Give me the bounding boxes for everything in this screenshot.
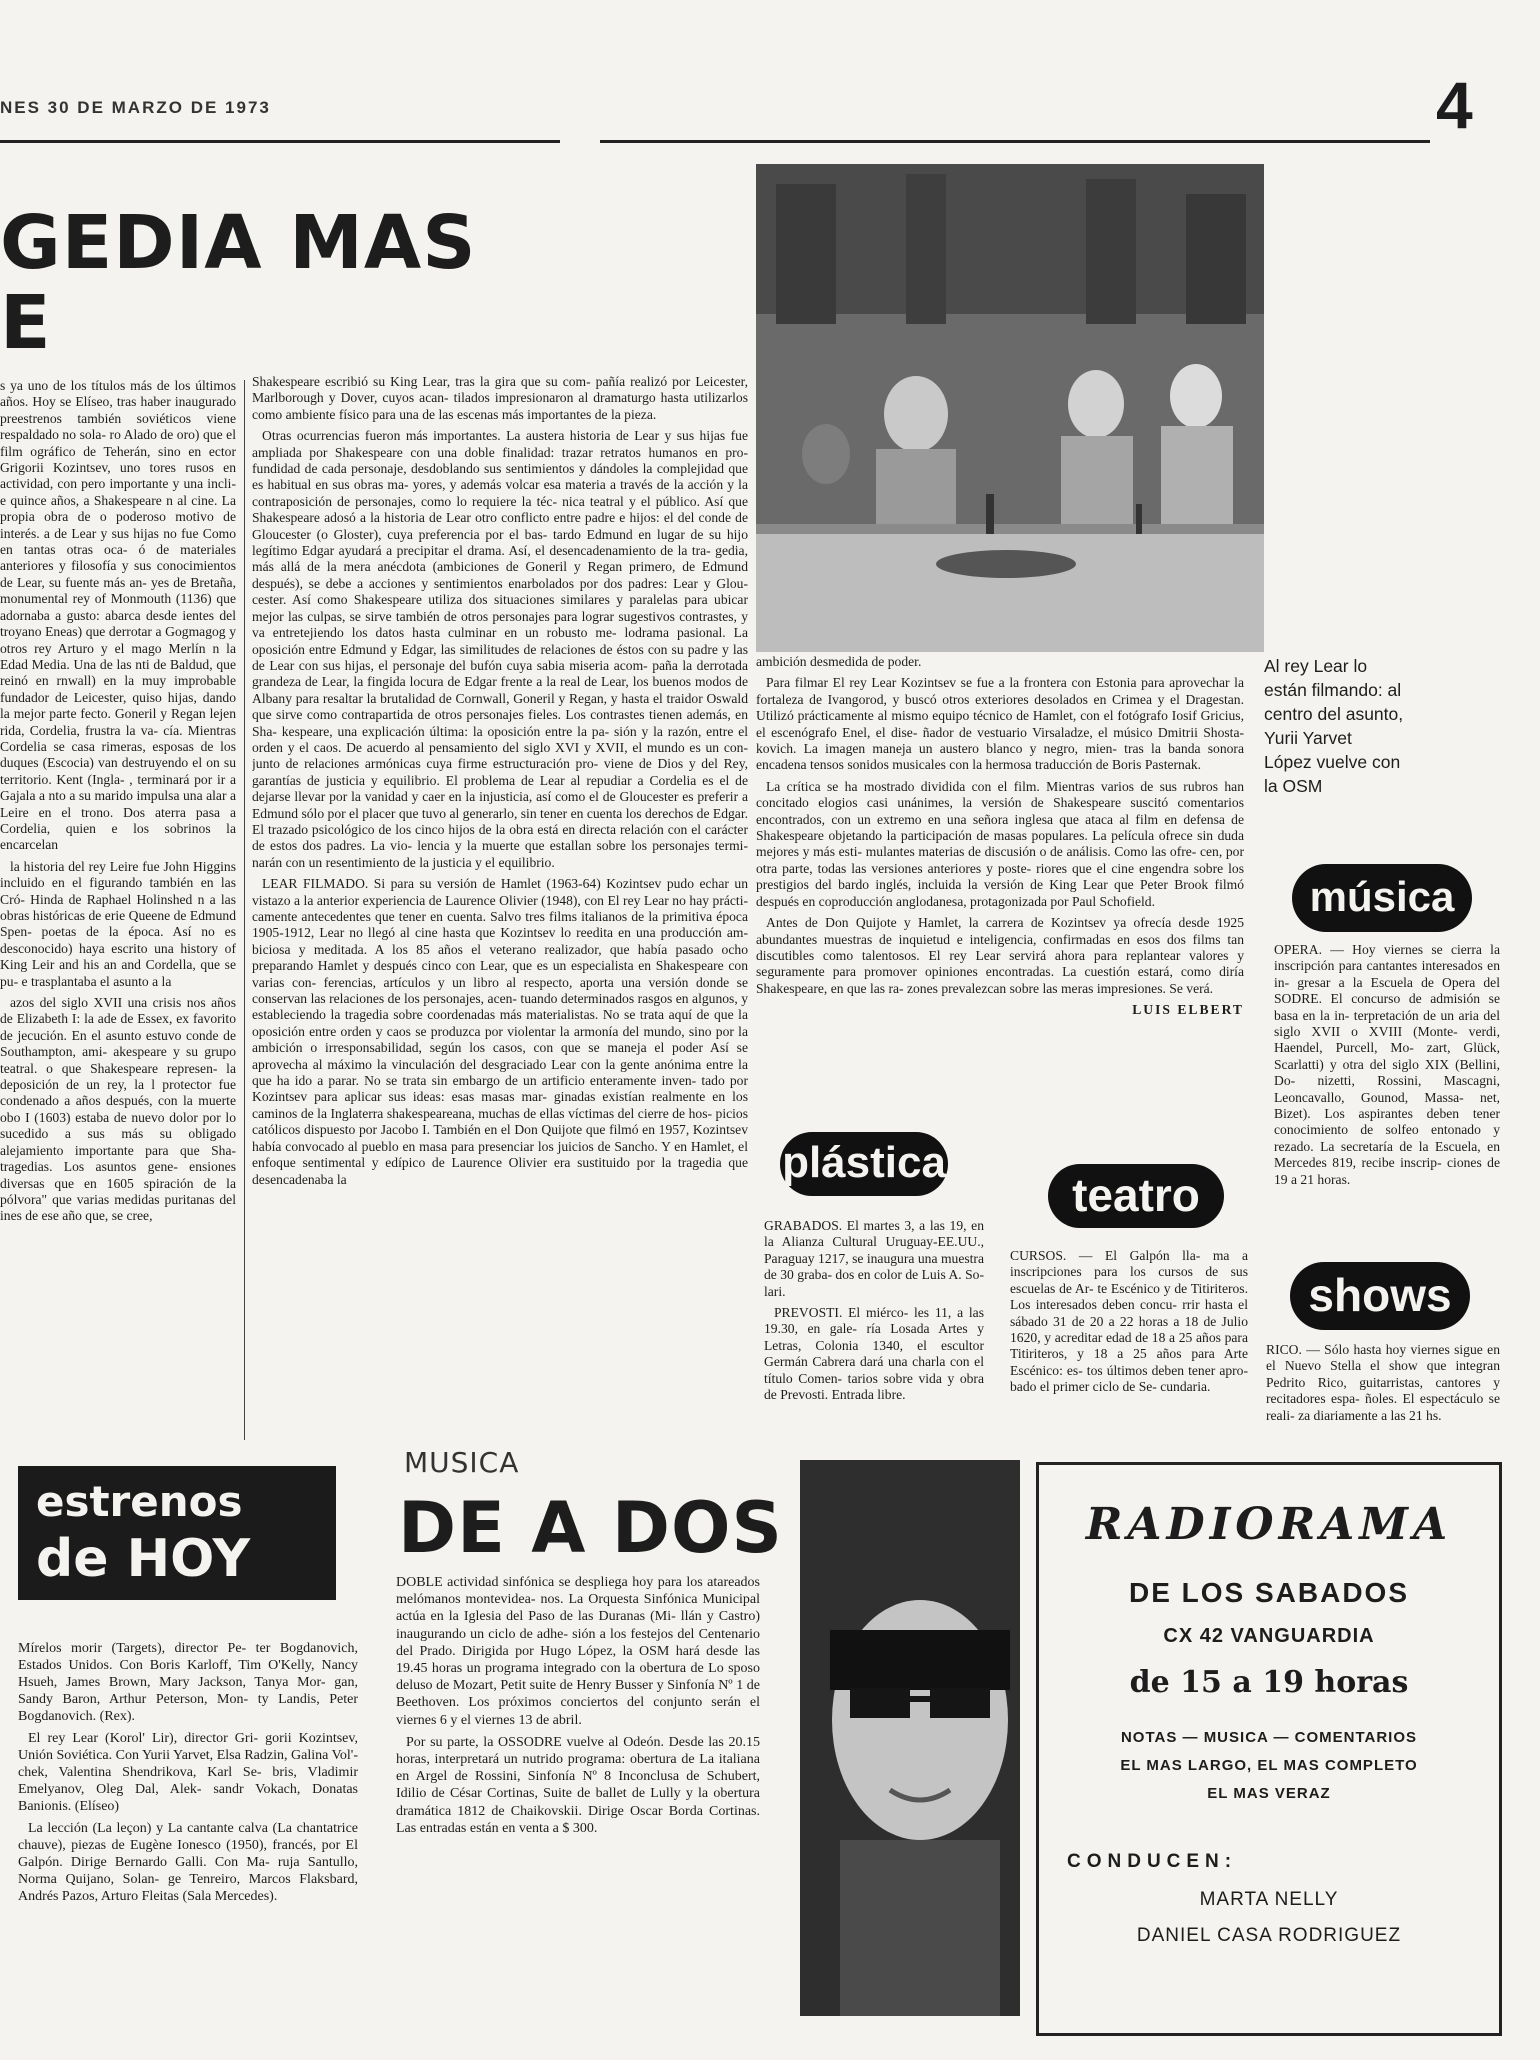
film-still-illustration <box>756 164 1264 652</box>
main-headline-line2: E <box>0 280 52 366</box>
radiorama-host-2: DANIEL CASA RODRIGUEZ <box>1136 1925 1402 1946</box>
byline: LUIS ELBERT <box>1132 1002 1244 1018</box>
musica-kicker: MUSICA <box>404 1446 520 1479</box>
list-item: Mírelos morir (Targets), director Pe- ter Bogdanovich, Estados Unidos. Con Boris Karloff, Tim O'Kelly, Nancy Hsueh, James Brown, Mary Jackson, Tanya Mor- gan, Sandy Baron, Arthur Peterson, Mon- ty Landis, Peter Bogdanovich. (Rex). <box>18 1641 358 1724</box>
estrenos-label: estrenos <box>36 1477 243 1526</box>
section-label-teatro: teatro <box>1048 1164 1224 1228</box>
paragraph: GRABADOS. El martes 3, a las 19, en la Alianza Cultural Uruguay-EE.UU., Paraguay 1217, se inaugura una muestra de 30 graba- dos en color de Luis A. So- lari. <box>764 1218 984 1299</box>
radiorama-hours: de 15 a 19 horas <box>1129 1665 1409 1700</box>
portrait-illustration <box>800 1460 1020 2016</box>
paragraph: ambición desmedida de poder. <box>756 654 922 669</box>
radiorama-tagline: NOTAS — MUSICA — COMENTARIOS <box>1120 1729 1418 1746</box>
header-rule-left <box>0 140 560 143</box>
teatro-listing <box>1010 1248 1248 1448</box>
paragraph: LEAR FILMADO. Si para su versión de Hamlet (1963-64) Kozintsev pudo echar un vistazo a la anterior experiencia de Laurence Olivier (1948), con El rey Lear no hay prácti- camente antecedentes que tener en cuenta. Salvo tres films italianos de la primitiva época 1905-1912, Lear no llegó al cine hasta que Kozintsev lo reedita en una producción am- biciosa y meditada. A los 85 años el veterano realizador, que había pasado ocho preparando Hamlet y después cinco con Lear, que es un especialista en Shakespeare con varias con- ferencias, artículos y un libro al respecto, aporta una versión donde se conservan las relaciones de los personajes, acen- tuando determinados rasgos en algunos, y estableciendo la tragedia sobre coordenadas más materialistas. No se trata aquí de que la oposición entre orden y caos se produzca por violentar la armonía del mundo, sino por la ambición o irresponsabilidad, según los casos, con que se maneja el poder Así se aprovecha al máximo la vinculación del desgraciado Lear con la gente anónima entre la que ha ido a parar. No se trata sin embargo de un artificio enteramente inven- tado por Kozintsev para aplicar sus ideas: esas masas mar- ginadas existían realmente en los caminos de la Inglaterra shakespeareana, muchas de ellas víctimas del cierre de hos- picios católicos dispuesto por Jacobo I. También en el Don Quijote que filmó en 1957, Kozintsev había convocado al pueblo en masa para presenciar los juicios de Sancho. Y en Hamlet, el enfoque sentimental y edípico de Laurence Olivier era sustituido por la tragedia que desencadenaba la <box>252 876 748 1187</box>
issue-date: NES 30 DE MARZO DE 1973 <box>0 98 271 117</box>
shows-listing <box>1266 1342 1500 1448</box>
radiorama-slogan-1: EL MAS LARGO, EL MAS COMPLETO <box>1120 1757 1418 1774</box>
radiorama-ad <box>1036 1462 1502 2036</box>
main-article-column-3 <box>756 654 1244 1104</box>
paragraph: DOBLE actividad sinfónica se despliega hoy para los atareados melómanos montevidea- nos. La Orquesta Sinfónica Municipal actúa en la Iglesia del Paso de las Duranas (Mi- llán y Castro) inaugurando un ciclo de adhe- sión a los festejos del Centenario del Prado. Dirigida por Hugo López, la OSM hará desde las 19.45 horas un programa integrado con la obertura de Lo sposo deluso de Mozart, Petit suite de Henry Busser y Sinfonía Nº 1 de Beethoven. Los próximos conciertos del conjunto serán el viernes 6 y el viernes 13 de abril. <box>396 1575 760 1728</box>
paragraph: la historia del rey Leire fue John Higgins incluido en el figurando también en las Cró- Hinda de Raphael Holinshed n a las obras históricas de erie Queene de Edmund Spen- poetas de la época. Así no es desconocido) haya escrito una history of King Leir and his an and Cordella, que se pu- e trasplantaba el asunto a la <box>0 858 236 989</box>
main-article-column-2 <box>252 374 748 1446</box>
portrait-photo <box>800 1460 1020 2016</box>
musica-article-body <box>396 1574 760 2014</box>
paragraph: RICO. — Sólo hasta hoy viernes sigue en el Nuevo Stella el show que integran Pedrito Rico, guitarristas, cantores y recitadores espa- ñoles. El espectáculo se reali- za diariamente a las 21 hs. <box>1266 1342 1500 1423</box>
list-item: La lección (La leçon) y La cantante calva (La chantatrice chauve), piezas de Eugène Ionesco (1950), francés, por El Galpón. Dirige Bernardo Galli. Con Ma- ruja Santullo, Norma Quijano, Solan- ge Tenreiro, Marcos Flaksbard, Andrés Pazos, Arturo Fleitas (Sala Mercedes). <box>18 1821 358 1904</box>
section-label-shows: shows <box>1290 1262 1470 1330</box>
paragraph: Para filmar El rey Lear Kozintsev se fue a la frontera con Estonia para aprovechar la fortaleza de Ivangorod, y buscó otros exteriores desolados en Crimea y el Dragestan. Utilizó prácticamente al mismo equipo técnico de Hamlet, con el fotógrafo Iosif Gricius, el escenógrafo Enel, el dise- ñador de vestuario Virsaladze, el músico Dmitrii Shosta- kovich. La imagen maneja un austero blanco y negro, mien- tras la banda sonora encadena tensos sonidos musicales con la hermosa traducción de Boris Pasternak. <box>756 675 1244 773</box>
column-divider <box>244 380 245 1440</box>
main-headline-line1: GEDIA MAS <box>0 200 477 286</box>
paragraph: s ya uno de los títulos más de los últimos años. Hoy se Elíseo, tras haber inaugurado preestrenos también soviéticos viene respaldado no sola- ro Alado de oro) que el film ográfico de Teherán, sino en ector Grigorii Kozintsev, uno tores rusos en actividad, con pero importante y una incli- e quince años, a Shakespeare n al cine. La propia obra de o poderoso motivo de interés. a de Lear y sus hijas no fue Como en tantas otras oca- ó de materiales anteriores y filosofía y sus conocimientos de Lear, su fuente más an- yes de Bretaña, monumental rey of Monmouth (1136) que adornaba a gusto: abarca desde ientes del troyano Eneas) que derrotar a Gogmagog y otros rey Arturo y el mago Merlín n la Edad Media. Una de las nti de Baldud, que reinó en rnwall) en la muy improbable fundador de Leicester, quiso hijas, dando la mejor parte fecto. Goneril y Regan lejen rida, Cordelia, frustra la va- cía. Mientras Cordelia se casa rimeras, esposas de los duques (Escocia) van destruyendo el on su territorio. Kent (Ingla- , terminará por ir a Gajala a nto a su marido impulsa una alar a Leire en el trono. Dos aterra pasa a Cordelia, quien e los sobrinos la encarcelan <box>0 378 236 853</box>
de-hoy-label: de HOY <box>36 1529 251 1589</box>
radiorama-subtitle: DE LOS SABADOS <box>1128 1577 1410 1608</box>
photo-caption: Al rey Lear lo están filmando: al centro del asunto, Yurii Yarvet López vuelve con la OSM <box>1264 656 1404 796</box>
paragraph: azos del siglo XVII una crisis nos años de Elizabeth I: la ade de Essex, ex favorito de jecución. En el asunto estuvo conde de Southampton, ami- akespeare y su grupo teatral. o que Shakespeare represen- la deposición de un rey, la l protector fue condenado a años después, con la muerte obo I (1603) estaba de nuevo dolor por lo sucedido a sus más su obligado alejamiento importante para que Sha- tragedias. Los asuntos gene- ensiones diversas que en 1605 spiración de la pólvora" que varias medidas puritanas del ines de ese año que, se cree, <box>0 995 236 1224</box>
paragraph: La crítica se ha mostrado dividida con el film. Mientras varios de sus rubros han concitado elogios casi unánimes, la versión de Shakespeare suscitó comentarios encontrados, con un extremo en una señora inglesa que ataca al film en defensa de Shakespeare objetando la participación de masas populares. La película ofrece sin duda mejores y más esti- mulantes materias de discusión o de análisis. Como las ofre- cen, por otra parte, todas las versiones anteriores y poste- riores que el cine engendra sobre los prestigios del bardo inglés, incluida la versión de King Lear que Peter Brook filmó después en coproducción anglodanesa, protagonizada por Paul Schofield. <box>756 778 1244 909</box>
radiorama-slogan-2: EL MAS VERAZ <box>1207 1785 1331 1802</box>
paragraph: OPERA. — Hoy viernes se cierra la inscripción para cantantes interesados en in- gresar a la Escuela de Opera del SODRE. El concurso de admisión se basa en la in- terpretación de un aria del siglo XVII o XVIII (Monte- verdi, Haendel, Purcell, Mo- zart, Glück, Scarlatti) y otra del siglo XIX (Bellini, Do- nizetti, Rossini, Mascagni, Leoncavallo, Gounod, Massa- net, Bizet). Los aspirantes deben tener conocimiento de solfeo entonado y rezado. La secretaría de la Escuela, en Mercedes 819, recibe inscrip- ciones de 19 a 21 horas. <box>1274 942 1500 1187</box>
page-number: 4 <box>1436 68 1473 142</box>
estrenos-header-box <box>18 1466 336 1600</box>
section-label-plastica: plástica <box>780 1132 948 1196</box>
radiorama-station: CX 42 VANGUARDIA <box>1163 1625 1375 1647</box>
musica-listing <box>1274 942 1500 1232</box>
section-label-musica: música <box>1292 864 1472 932</box>
paragraph: Otras ocurrencias fueron más importantes. La austera historia de Lear y sus hijas fue ampliada por Shakespeare con una doble finalidad: trazar retratos humanos en pro- fundidad de cada personaje, desdoblando sus sentimientos y dándoles la complejidad que es habitual en sus obras ma- yores, y además volcar esa materia a través de la acción y la contraposición de personajes, como lo requiere la téc- nica teatral y el público. Así que Shakespeare adosó a la historia de Lear otro conflicto entre padre e hijos: el del conde de Gloucester (o Gloster), cuya preferencia por el bas- tardo Edmund en lugar de su hijo legítimo Edgar ayudará a precipitar el drama. Así, el desencadenamiento de la tra- gedia, más allá de la mera anécdota (ambiciones de Goneril y Regan primero, de Edmund después), se debe a acciones y sentimientos enarbolados por dos padres: Lear y Glou- cester. Así como Shakespeare utiliza dos situaciones similares y paralelas para ubicar mejor las culpas, se sirve también de otros personajes para lograr sugestivos contrastes, y va entretejiendo los datos hasta culminar en un robusto me- lodrama pasional. La oposición entre Edmund y Edgar, las similitudes de relaciones de éstos con su padre y las de Lear con sus hijas, el personaje del bufón cuya sabia miseria acom- paña la derrotada grandeza de Lear, la fingida locura de Edgar frente a la real de Lear, los buenos modos de Albany para resaltar la brutalidad de Cornwall, Goneril y Regan, y hasta el traidor Oswald que sirve como contrapartida de otros personajes fieles. Los contrastes tienen además, en Sha- kespeare, una explicación última: la oposición entre la pa- sión y la razón, entre el orden y el caos. De acuerdo al pensamiento del siglo XVI y XVII, el mundo es un con- junto de relaciones armónicas cuya firme estructuración pro- viene de Dios y del Rey, garantías de justicia y equilibrio. El problema de Lear al repudiar a Cordelia es el de dejarse llevar por la vanidad y caer en la injusticia, así como el de Gloucester es preferir a Edmund sólo por el placer que tuvo al generarlo, sin tener en cuenta los derechos de Edgar. El trazado psicológico de los cinco hijos de la obra está en directa relación con el carácter de estos dos padres. La vio- lencia y la muerte que estallan sobre los personajes termi- narán con un resentimiento de la justicia y el equilibrio. <box>252 428 748 870</box>
estrenos-listing <box>18 1640 358 2040</box>
paragraph: PREVOSTI. El miérco- les 11, a las 19.30, en gale- ría Losada Artes y Letras, Colonia 1340, el escultor Germán Cabrera dará una charla con el título Comen- tarios sobre vida y obra de Prevosti. Entrada libre. <box>764 1305 984 1403</box>
list-item: El rey Lear (Korol' Lir), director Gri- gorii Kozintsev, Unión Soviética. Con Yurii Yarvet, Elsa Radzin, Galina Vol'- chek, Valentina Shendrikova, Karl Se- bris, Vladimir Emelyanov, Oleg Dal, Alek- sandr Vokach, Donatas Banionis. (Elíseo) <box>18 1731 358 1814</box>
radiorama-host-1: MARTA NELLY <box>1199 1889 1339 1910</box>
paragraph: Antes de Don Quijote y Hamlet, la carrera de Kozintsev ya ofrecía desde 1925 abundantes muestras de inquietud e inteligencia, confirmadas en esos dos films tan discutibles como talentosos. El rey Lear servirá ahora para replantear valores y seguramente para promover opiniones encontradas. La cuestión estará, como diría Shakespeare, en que las ra- zones prevalezcan sobre las meras impresiones. Se verá. <box>756 915 1244 996</box>
plastica-listing <box>764 1218 984 1448</box>
musica-headline: DE A DOS <box>398 1487 783 1569</box>
header-rule-right <box>600 140 1430 143</box>
paragraph: Shakespeare escribió su King Lear, tras la gira que su com- pañía realizó por Leicester, Marlborough y Dover, cuyos acan- tilados impresionaron al dramaturgo hasta utilizarlos como ambiente físico para una de las escenas más importantes de la pieza. <box>252 374 748 422</box>
main-article-column-1 <box>0 378 236 1446</box>
film-still-photo <box>756 164 1264 652</box>
paragraph: Por su parte, la OSSODRE vuelve al Odeón. Desde las 20.15 horas, interpretará un nutrido programa: obertura de La italiana en Argel de Rossini, Sinfonía Nº 8 Inconclusa de Schubert, Idilio de César Cortinas, Suite de ballet de Lully y la obertura dramática 1812 de Chaikovskii. Dirige Oscar Borda Cortinas. Las entradas están en venta a $ 300. <box>396 1734 760 1836</box>
paragraph: CURSOS. — El Galpón lla- ma a inscripciones para los cursos de sus escuelas de Ar- te Escénico y de Titiriteros. Los interesados deben concu- rrir hasta el sábado 31 de 20 a 22 horas a 18 de Julio 1620, y acreditar edad de 18 a 25 años para Titiriteros, y 18 a 25 años para Arte Escénico: es- tos últimos deben tener apro- bado el primer ciclo de Se- cundaria. <box>1010 1248 1248 1395</box>
radiorama-conducen-label: CONDUCEN: <box>1067 1851 1238 1872</box>
radiorama-title: RADIORAMA <box>1085 1499 1453 1550</box>
